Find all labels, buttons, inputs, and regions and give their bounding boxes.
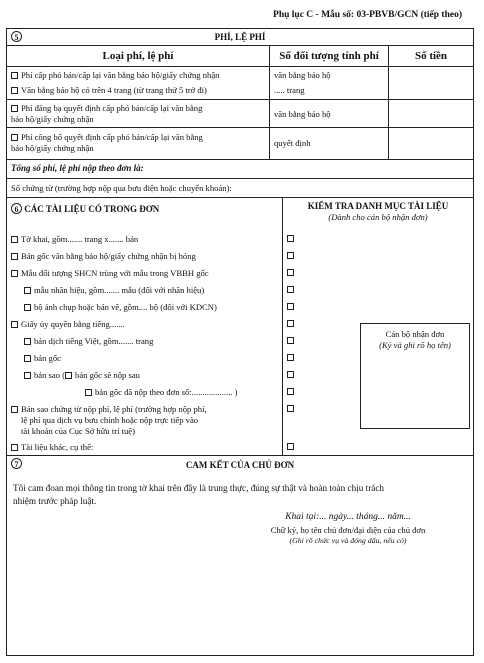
fee-checkbox[interactable] xyxy=(11,105,18,112)
verify-checkbox[interactable] xyxy=(287,303,294,310)
commitment-line-1: Tôi cam đoan mọi thông tin trong tờ khai trên đây là trung thực, đúng sự thật và hoàn toàn chịu trách xyxy=(13,483,385,493)
verify-checkbox[interactable] xyxy=(287,371,294,378)
verify-checkbox[interactable] xyxy=(287,443,294,450)
verify-checkbox[interactable] xyxy=(287,337,294,344)
doc-item-power-of-attorney: Giấy ủy quyền bằng tiếng....... xyxy=(11,319,125,330)
fee-count: văn bằng bảo hộ xyxy=(274,109,331,119)
receipt-number-label: Số chứng từ (trường hợp nộp qua bưu điện hoặc chuyển khoản): xyxy=(11,183,232,193)
verify-checkbox[interactable] xyxy=(287,235,294,242)
section-6-title: CÁC TÀI LIỆU CÓ TRONG ĐƠN xyxy=(24,204,160,214)
doc-item-original-filed: bản gốc đã nộp theo đơn số:................... ) xyxy=(85,387,238,398)
verify-checkbox[interactable] xyxy=(287,320,294,327)
fee-count: ..... trang xyxy=(274,85,305,95)
doc-checkbox[interactable] xyxy=(11,236,18,243)
fee-checkbox[interactable] xyxy=(11,134,18,141)
doc-item-original-certificate: Bản gốc văn bằng bảo hộ/giấy chứng nhận bị hỏng xyxy=(11,251,196,262)
doc-checkbox[interactable] xyxy=(11,321,18,328)
verify-checkbox[interactable] xyxy=(287,405,294,412)
officer-sublabel: (Ký và ghi rõ họ tên) xyxy=(379,339,451,350)
fee-row-registration-cont: bảo hộ/giấy chứng nhận xyxy=(11,114,94,124)
checklist-subtitle: (Dành cho cán bộ nhận đơn) xyxy=(328,212,428,222)
col-count: Số đối tượng tính phí xyxy=(279,50,379,62)
section-7-title: CAM KẾT CỦA CHỦ ĐƠN xyxy=(185,460,295,470)
total-fee-label: Tổng số phí, lệ phí nộp theo đơn là: xyxy=(11,163,144,173)
section-6-heading xyxy=(11,203,159,215)
verify-checkbox[interactable] xyxy=(287,252,294,259)
officer-signature-box[interactable] xyxy=(360,323,470,429)
doc-checkbox[interactable] xyxy=(24,304,31,311)
col-amount: Số tiền xyxy=(414,50,448,62)
fee-count: quyết định xyxy=(274,138,311,148)
section-6-number: 6 xyxy=(11,203,22,214)
doc-item-original: bản gốc xyxy=(24,353,61,364)
form-header: Phụ lục C - Mẫu số: 03-PBVB/GCN (tiếp theo) xyxy=(273,10,462,20)
doc-item-photo-set: bộ ảnh chụp hoặc bản vẽ, gồm.... bộ (đối với KDCN) xyxy=(24,302,217,313)
doc-item-fee-receipt-cont: tài khoản của Cục Sở hữu trí tuệ) xyxy=(21,426,135,436)
fee-row-copy-issuance: Phí cấp phó bản/cấp lại văn bằng bảo hộ/giấy chứng nhận xyxy=(11,70,219,81)
fee-row-extra-pages: Văn bằng bảo hộ có trên 4 trang (từ trang thứ 5 trở đi) xyxy=(11,85,207,96)
doc-checkbox[interactable] xyxy=(11,253,18,260)
signature-sublabel: (Ghi rõ chức vụ và đóng dấu, nếu có) xyxy=(289,536,407,545)
section-5-title: PHÍ, LỆ PHÍ xyxy=(214,32,266,42)
declaration-date: Khai tại:... ngày... tháng... năm... xyxy=(285,512,411,522)
col-fee-type: Loại phí, lệ phí xyxy=(102,50,174,62)
doc-checkbox[interactable] xyxy=(24,338,31,345)
checklist-title: KIỂM TRA DANH MỤC TÀI LIỆU xyxy=(307,201,449,211)
doc-item-fee-receipt: Bản sao chứng từ nộp phí, lệ phí (trường hợp nộp phí, xyxy=(11,404,207,415)
doc-checkbox[interactable] xyxy=(24,355,31,362)
doc-checkbox[interactable] xyxy=(85,389,92,396)
fee-checkbox[interactable] xyxy=(11,72,18,79)
section-7-number: 7 xyxy=(11,458,22,469)
fee-count: văn bằng bảo hộ xyxy=(274,70,331,80)
fee-row-publication: Phí công bố quyết định cấp phó bản/cấp lại văn bằng xyxy=(11,132,203,143)
doc-item-trademark-sample: mẫu nhãn hiệu, gồm....... mẫu (đối với nhãn hiệu) xyxy=(24,285,204,296)
section-5-number: 5 xyxy=(11,31,22,42)
doc-item-copy: bản sao ( bản gốc sẽ nộp sau xyxy=(24,370,140,381)
doc-checkbox[interactable] xyxy=(11,444,18,451)
signature-label: Chữ ký, họ tên chủ đơn/đại diện của chủ đơn xyxy=(270,525,426,535)
verify-checkbox[interactable] xyxy=(287,354,294,361)
doc-item-other: Tài liệu khác, cụ thể: xyxy=(11,442,93,453)
commitment-line-2: nhiệm trước pháp luật. xyxy=(13,496,97,506)
officer-label: Cán bộ nhận đơn xyxy=(385,329,445,339)
verify-checkbox[interactable] xyxy=(287,286,294,293)
doc-item-translation: bản dịch tiếng Việt, gồm....... trang xyxy=(24,336,153,347)
verify-checkbox[interactable] xyxy=(287,269,294,276)
doc-checkbox[interactable] xyxy=(24,372,31,379)
doc-checkbox[interactable] xyxy=(24,287,31,294)
form-frame xyxy=(6,28,474,656)
verify-checkbox[interactable] xyxy=(287,388,294,395)
doc-checkbox[interactable] xyxy=(11,270,18,277)
doc-item-declaration: Tờ khai, gồm....... trang x....... bản xyxy=(11,234,138,245)
doc-item-sample: Mẫu đối tượng SHCN trùng với mẫu trong VBBH gốc xyxy=(11,268,209,279)
fee-row-registration: Phí đăng bạ quyết định cấp phó bản/cấp lại văn bằng xyxy=(11,103,202,114)
fee-checkbox[interactable] xyxy=(11,87,18,94)
doc-checkbox[interactable] xyxy=(65,372,72,379)
doc-item-fee-receipt-cont: lệ phí qua dịch vụ bưu chính hoặc nộp trực tiếp vào xyxy=(21,415,199,425)
fee-row-publication-cont: bảo hộ/giấy chứng nhận xyxy=(11,143,94,153)
doc-checkbox[interactable] xyxy=(11,406,18,413)
